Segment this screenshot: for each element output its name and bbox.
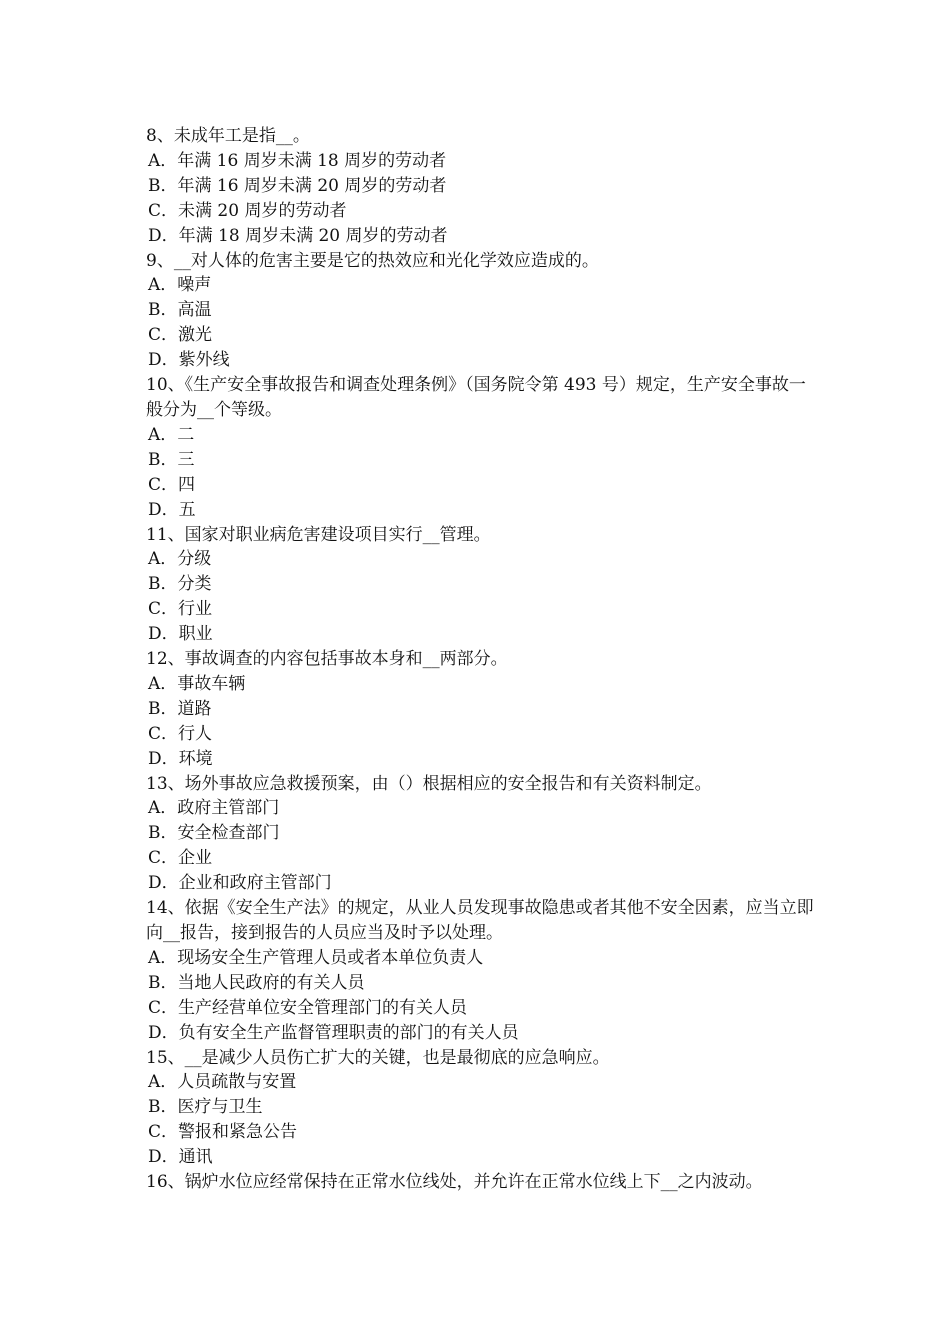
question-stem: 11、国家对职业病危害建设项目实行__管理。 [146,524,491,545]
option-b: B．年满 16 周岁未满 20 周岁的劳动者 [148,175,447,196]
option-d: D．通讯 [148,1147,213,1168]
option-a: A．现场安全生产管理人员或者本单位负责人 [148,947,484,968]
option-a: A．分级 [148,549,212,570]
option-a: A．人员疏散与安置 [148,1072,297,1093]
question-stem: 13、场外事故应急救援预案，由（）根据相应的安全报告和有关资料制定。 [146,773,712,794]
question-stem: 10、《生产安全事故报告和调查处理条例》（国务院令第 493 号）规定，生产安全事故一般分为__个等级。 [146,375,806,420]
option-b: B．道路 [148,698,212,719]
option-a: A．二 [148,424,195,445]
question-stem: 12、事故调查的内容包括事故本身和__两部分。 [146,649,508,670]
option-c: C．警报和紧急公告 [148,1122,298,1143]
option-d: D．负有安全生产监督管理职责的部门的有关人员 [148,1022,519,1043]
question-stem: 15、__是减少人员伤亡扩大的关键，也是最彻底的应急响应。 [146,1047,610,1068]
question-stem: 16、锅炉水位应经常保持在正常水位线处，并允许在正常水位线上下__之内波动。 [146,1172,763,1193]
option-a: A．政府主管部门 [148,798,280,819]
option-c: C．行业 [148,599,213,620]
option-b: B．高温 [148,300,212,321]
option-b: B．当地人民政府的有关人员 [148,972,365,993]
question-stem: 8、未成年工是指__。 [146,126,310,146]
option-a: A．噪声 [148,275,212,296]
question-stem: 9、__对人体的危害主要是它的热效应和光化学效应造成的。 [146,250,599,271]
option-b: B．三 [148,449,195,470]
option-c: C．企业 [148,848,213,869]
question-stem: 14、依据《安全生产法》的规定，从业人员发现事故隐患或者其他不安全因素，应当立即向__报告，接到报告的人员应当及时予以处理。 [146,898,814,943]
option-b: B．医疗与卫生 [148,1097,263,1118]
option-a: A．年满 16 周岁未满 18 周岁的劳动者 [148,150,447,171]
option-b: B．分类 [148,574,212,595]
option-d: D．五 [148,499,196,520]
option-b: B．安全检查部门 [148,823,280,844]
option-d: D．企业和政府主管部门 [148,873,332,894]
option-c: C．未满 20 周岁的劳动者 [148,200,347,221]
option-d: D．年满 18 周岁未满 20 周岁的劳动者 [148,225,448,246]
document-body [146,124,816,1195]
option-d: D．环境 [148,748,213,769]
option-d: D．紫外线 [148,350,230,371]
option-c: C．生产经营单位安全管理部门的有关人员 [148,997,468,1018]
option-a: A．事故车辆 [148,673,246,694]
option-c: C．四 [148,474,196,495]
option-c: C．行人 [148,723,213,744]
option-d: D．职业 [148,624,213,645]
option-c: C．激光 [148,325,213,346]
